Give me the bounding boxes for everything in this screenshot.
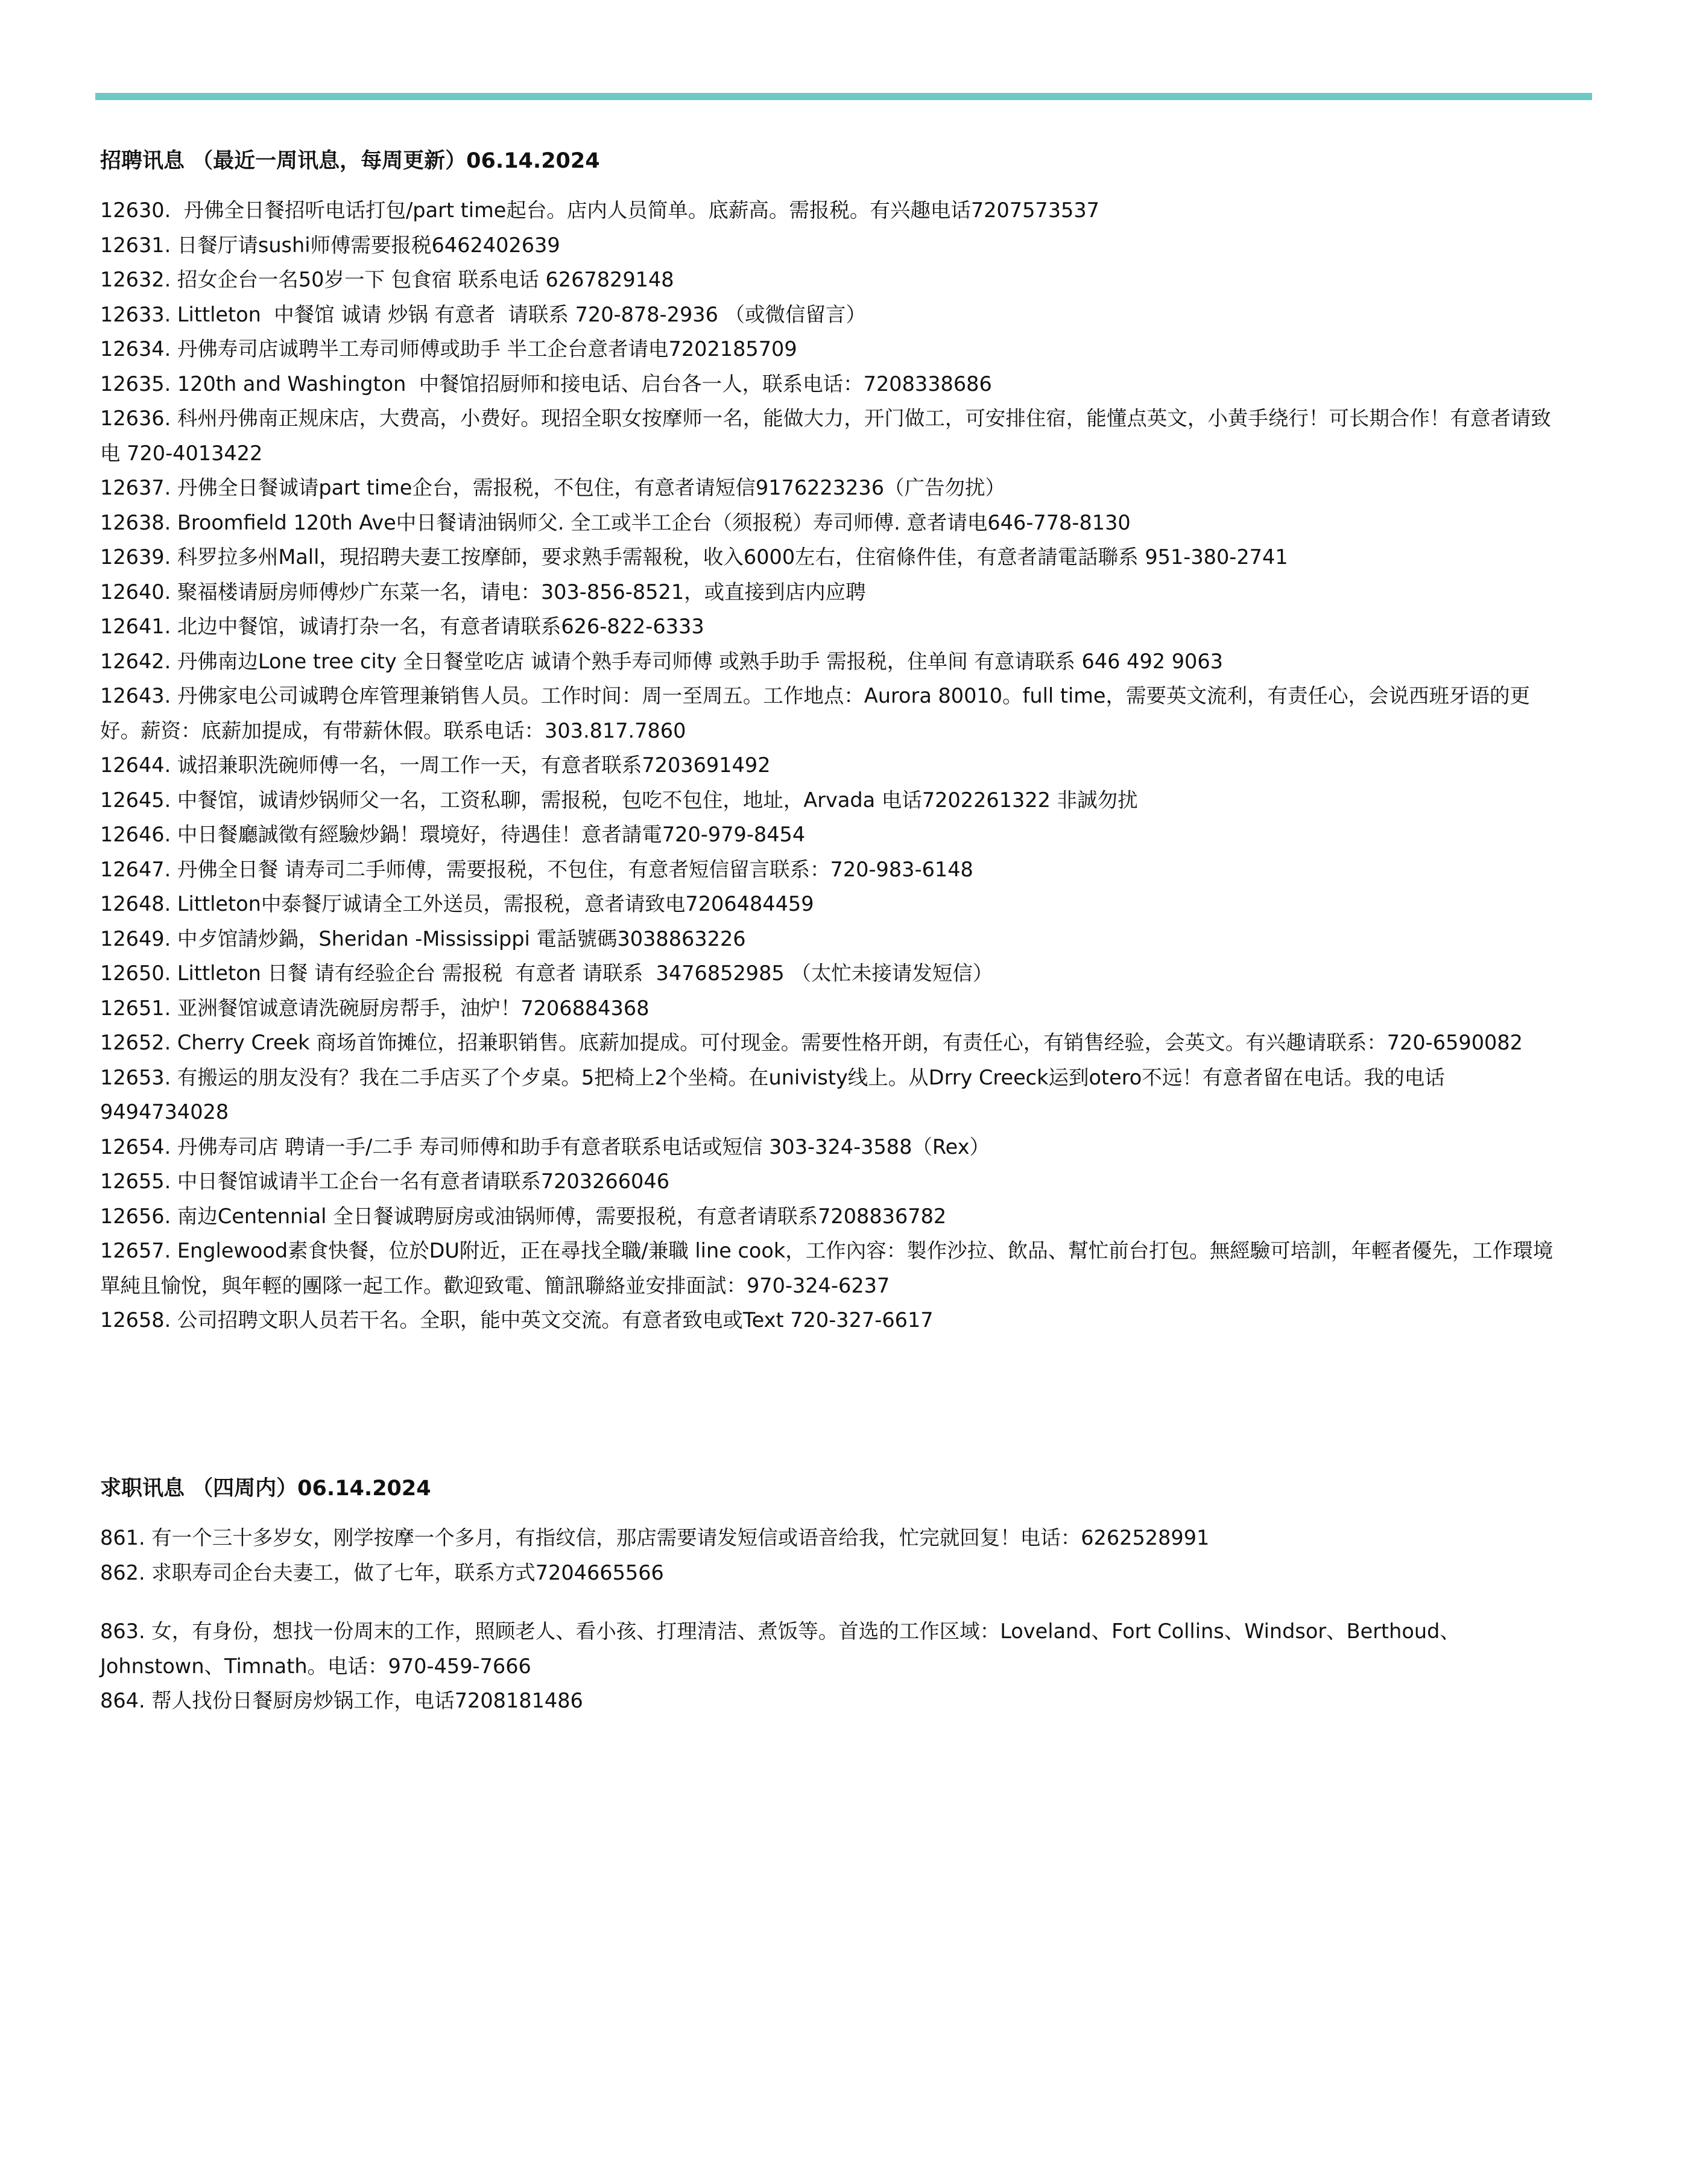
hiring-item: 12637. 丹佛全日餐诚请part time企台，需报税，不包住，有意者请短信9176223236（广告勿扰） [100,476,1006,499]
hiring-item: 12641. 北边中餐馆，诚请打杂一名，有意者请联系626-822-6333 [100,615,704,638]
seeking-item: 864. 帮人找份日餐厨房炒锅工作，电话7208181486 [100,1689,583,1712]
hiring-item: 12638. Broomfield 120th Ave中日餐请油锅师父. 全工或半工企台（须报税）寿司师傅. 意者请电646-778-8130 [100,510,1131,534]
hiring-item: 12656. 南边Centennial 全日餐诚聘厨房或油锅师傅，需要报税，有意者请联系7208836782 [100,1204,947,1228]
hiring-item: 12643. 丹佛家电公司诚聘仓库管理兼销售人员。工作时间：周一至周五。工作地点：Aurora 80010。full time，需要英文流利，有责任心，会说西班牙语的更好。薪资：底薪加提成，有带薪休假。联系电话：303.817.7860 [100,684,1531,742]
hiring-item: 12634. 丹佛寿司店诚聘半工寿司师傅或助手 半工企台意者请电7202185709 [100,337,797,361]
hiring-item: 12650. Littleton 日餐 请有经验企台 需报税 有意者 请联系 3476852985 （太忙未接请发短信） [100,961,993,985]
hiring-item: 12631. 日餐厅请sushi师傅需要报税6462402639 [100,233,560,257]
hiring-item: 12647. 丹佛全日餐 请寿司二手师傅，需要报税，不包住，有意者短信留言联系：720-983-6148 [100,857,973,881]
hiring-item: 12644. 诚招兼职洗碗师傅一名，一周工作一天，有意者联系7203691492 [100,753,771,777]
hiring-section [100,147,1566,1338]
hiring-heading: 招聘讯息 （最近一周讯息，每周更新）06.14.2024 [100,149,600,173]
hiring-item: 12651. 亚洲餐馆诚意请洗碗厨房帮手，油炉！7206884368 [100,996,650,1020]
hiring-item: 12649. 中歺馆請炒鍋，Sheridan -Mississippi 電話號碼3038863226 [100,926,746,951]
hiring-item: 12633. Littleton 中餐馆 诚请 炒锅 有意者 请联系 720-878-2936 （或微信留言） [100,302,867,326]
hiring-item: 12654. 丹佛寿司店 聘请一手/二手 寿司师傅和助手有意者联系电话或短信 303-324-3588（Rex） [100,1135,990,1159]
hiring-item: 12639. 科罗拉多州Mall，現招聘夫妻工按摩師，要求熟手需報稅，收入6000左右，住宿條件佳，有意者請電話聯系 951-380-2741 [100,545,1288,569]
seeking-item: 861. 有一个三十多岁女，刚学按摩一个多月，有指纹信，那店需要请发短信或语音给我，忙完就回复！电话：6262528991 [100,1526,1210,1549]
hiring-item: 12653. 有搬运的朋友没有？我在二手店买了个歺桌。5把椅上2个坐椅。在univisty线上。从Drry Creeck运到otero不远！有意者留在电话。我的电话9494734028 [100,1065,1445,1124]
seeking-item: 862. 求职寿司企台夫妻工，做了七年，联系方式7204665566 [100,1560,664,1584]
hiring-item: 12632. 招女企台一名50岁一下 包食宿 联系电话 6267829148 [100,268,674,291]
hiring-item: 12648. Littleton中泰餐厅诚请全工外送员，需报税，意者请致电7206484459 [100,892,814,916]
top-accent-rule [95,93,1592,100]
hiring-item: 12642. 丹佛南边Lone tree city 全日餐堂吃店 诚请个熟手寿司师傅 或熟手助手 需报税，住单间 有意请联系 646 492 9063 [100,649,1223,673]
hiring-item: 12658. 公司招聘文职人员若干名。全职，能中英文交流。有意者致电或Text 720-327-6617 [100,1308,934,1332]
seeking-section [100,1475,1566,1718]
hiring-item: 12645. 中餐馆，诚请炒锅师父一名，工资私聊，需报税，包吃不包住，地址，Arvada 电话7202261322 非誠勿扰 [100,788,1138,812]
hiring-item: 12655. 中日餐馆诚请半工企台一名有意者请联系7203266046 [100,1170,670,1193]
hiring-item: 12657. Englewood素食快餐，位於DU附近，正在尋找全職/兼職 line cook，工作內容：製作沙拉、飲品、幫忙前台打包。無經驗可培訓，年輕者優先，工作環境單純且愉悅，與年輕的團隊一起工作。歡迎致電、簡訊聯絡並安排面試：970-324-6237 [100,1239,1554,1297]
hiring-item: 12640. 聚福楼请厨房师傅炒广东菜一名，请电：303-856-8521，或直接到店内应聘 [100,580,866,604]
hiring-item: 12652. Cherry Creek 商场首饰摊位，招兼职销售。底薪加提成。可付现金。需要性格开朗，有责任心，有销售经验，会英文。有兴趣请联系：720-6590082 [100,1031,1523,1054]
seeking-heading: 求职讯息 （四周内）06.14.2024 [100,1477,431,1501]
hiring-list [100,193,1566,1338]
hiring-item: 12636. 科州丹佛南正规床店，大费高，小费好。现招全职女按摩师一名，能做大力，开门做工，可安排住宿，能懂点英文，小黄手绕行！可长期合作！有意者请致电 720-4013422 [100,407,1551,465]
seeking-list [100,1521,1566,1718]
seeking-item: 863. 女，有身份，想找一份周末的工作，照顾老人、看小孩、打理清洁、煮饭等。首选的工作区域：Loveland、Fort Collins、Windsor、Berthoud、Johnstown、Timnath。电话：970-459-7666 [100,1619,1460,1678]
hiring-item: 12646. 中日餐廳誠徵有經驗炒鍋！環境好，待遇佳！意者請電720-979-8454 [100,823,806,846]
hiring-item: 12635. 120th and Washington 中餐馆招厨师和接电话、启台各一人，联系电话：7208338686 [100,372,992,396]
hiring-item: 12630. 丹佛全日餐招听电话打包/part time起台。店内人员简单。底薪高。需报税。有兴趣电话7207573537 [100,198,1099,222]
